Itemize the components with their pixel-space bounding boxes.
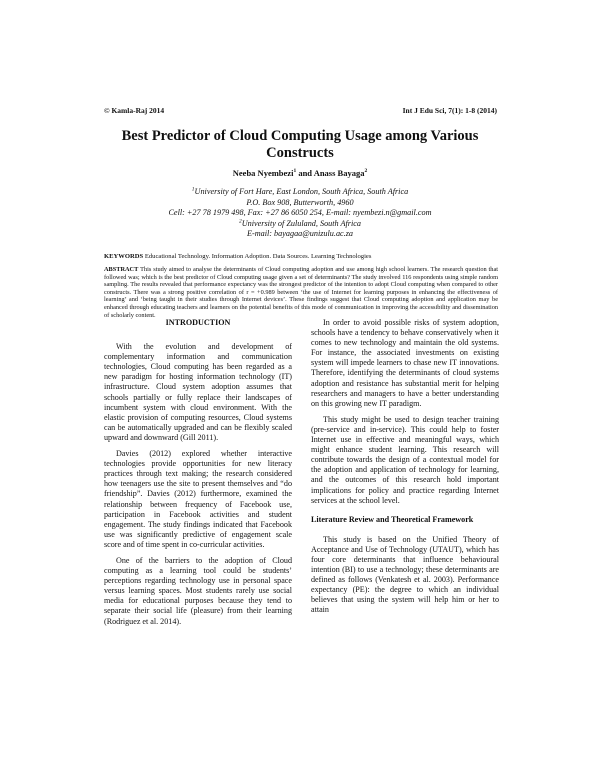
affiliation-1-mark: 1: [191, 186, 195, 193]
body-column-right: [311, 318, 499, 616]
paragraph: In order to avoid possible risks of system adoption, schools have a tendency to behave conservatively when it comes to new technology and maintain the old systems. For instance, the associated investments on existing system will impede learners to chase new IT innovations. Therefore, identifying the determinants of cloud systems adoption and resistance has substantial merit for helping researchers and managers to have a better understanding on this growing new IT paradigm.: [311, 318, 499, 408]
author-1: Neeba Nyembezi: [232, 168, 294, 178]
abstract-label: ABSTRACT: [104, 266, 139, 273]
running-header-citation: Int J Edu Sci, 7(1): 1-8 (2014): [402, 106, 497, 115]
author-line: [100, 168, 500, 178]
section-heading-introduction: INTRODUCTION: [165, 318, 231, 327]
abstract-text: This study aimed to analyse the determinants of Cloud computing adoption and use among high school learners. The research question that followed was; which is the best predictor of Cloud computing usage given a set of determinants? The study involved 116 respondents using simple random sampling. The results revealed that performance expectancy was the strongest predictor of the intention to adopt Cloud computing when compared to other constructs. There was a strong positive correlation of r = +0.989 between ‘the use of Internet for learning purposes in enhancing the effectiveness of learning’ and ‘being taught in their studies through Internet devices’. These findings suggest that Cloud computing adoption and application may be enhanced through educating teachers and learners on the potential benefits of this mode of communication in improving the accessibility and dissemination of scholarly content.: [104, 266, 498, 319]
affiliation-2-mark: 2: [239, 218, 242, 225]
paragraph: This study is based on the Unified Theory of Acceptance and Use of Technology (UTAUT), which has four core determinants that influence behavioural intention (BI) to use a technology; these determinants are defined as follows (Venkatesh et al. 2003). Performance expectancy (PE): the degree to which an individual believes that using the system will help him or her to attain: [311, 534, 499, 615]
author-2: Anass Bayaga: [313, 168, 365, 178]
affiliation-address: P.O. Box 908, Butterworth, 4960: [246, 197, 354, 207]
paper-title: Best Predictor of Cloud Computing Usage among Various Constructs: [121, 128, 479, 161]
affiliation-1: $^1$University of Fort Hare, East London, South Africa, South Africa: [191, 186, 409, 196]
body-column-left: [104, 318, 292, 627]
keywords-label: KEYWORDS: [104, 253, 144, 260]
paragraph: This study might be used to design teacher training (pre-service and in-service). This could help to foster Internet use in effective and meaningful ways, which might enhance student learning. This research will contribute towards the design of a contextual model for the adoption and application of technology for learning, and the outcomes of this research hold important implications for policy and practice regarding Internet services at the school level.: [311, 414, 499, 505]
author-1-affiliation-mark: 1: [293, 168, 297, 175]
paragraph: With the evolution and development of complementary information and communication technologies, Cloud computing has been regarded as a new paradigm for hosting information technology (IT) infrastructure. Cloud system adoption assumes that schools partially or fully replace their landscapes of incumbent system with cloud environment. With the elastic provision of computing resources, Cloud systems can be automatically upgraded and can be flexibly scaled upward and downward (Gill 2011).: [104, 342, 292, 442]
affiliation-2: $^2$University of Zululand, South Africa: [239, 218, 361, 228]
author-2-affiliation-mark: 2: [364, 168, 368, 175]
affiliation-contact: Cell: +27 78 1979 498, Fax: +27 86 6050 254, E-mail: nyembezi.n@gmail.com: [168, 208, 432, 218]
paragraph: Davies (2012) explored whether interactive technologies provide opportunities for new literacy practices through text making; the research considered how teenagers use the site to present themselves and “do friendship”. Davies (2012) furthermore, examined the relationship between frequency of Facebook use, participation in Facebook activities and student engagement. The study findings indicated that Facebook use was significantly predictive of engagement scale score and of time spent in co-curricular activities.: [104, 449, 292, 549]
affiliations: [100, 187, 500, 240]
keywords-text: Educational Technology. Information Adoption. Data Sources. Learning Technologies: [143, 253, 372, 260]
running-header-copyright: © Kamla-Raj 2014: [104, 106, 165, 115]
keywords: [104, 252, 500, 261]
author-join: and: [296, 168, 314, 178]
affiliation-2-email: E-mail: bayagaa@unizulu.ac.za: [247, 229, 353, 239]
paragraph: One of the barriers to the adoption of Cloud computing as a learning tool could be students’ perceptions regarding technology use in personal space versus learning spaces. Most students rarely use social media for educational purposes because they tend to separate their social life (pleasure) from their learning (Rodriguez et al. 2014).: [104, 555, 292, 626]
abstract: [104, 266, 498, 319]
section-heading-literature-review: Literature Review and Theoretical Framework: [311, 514, 474, 524]
